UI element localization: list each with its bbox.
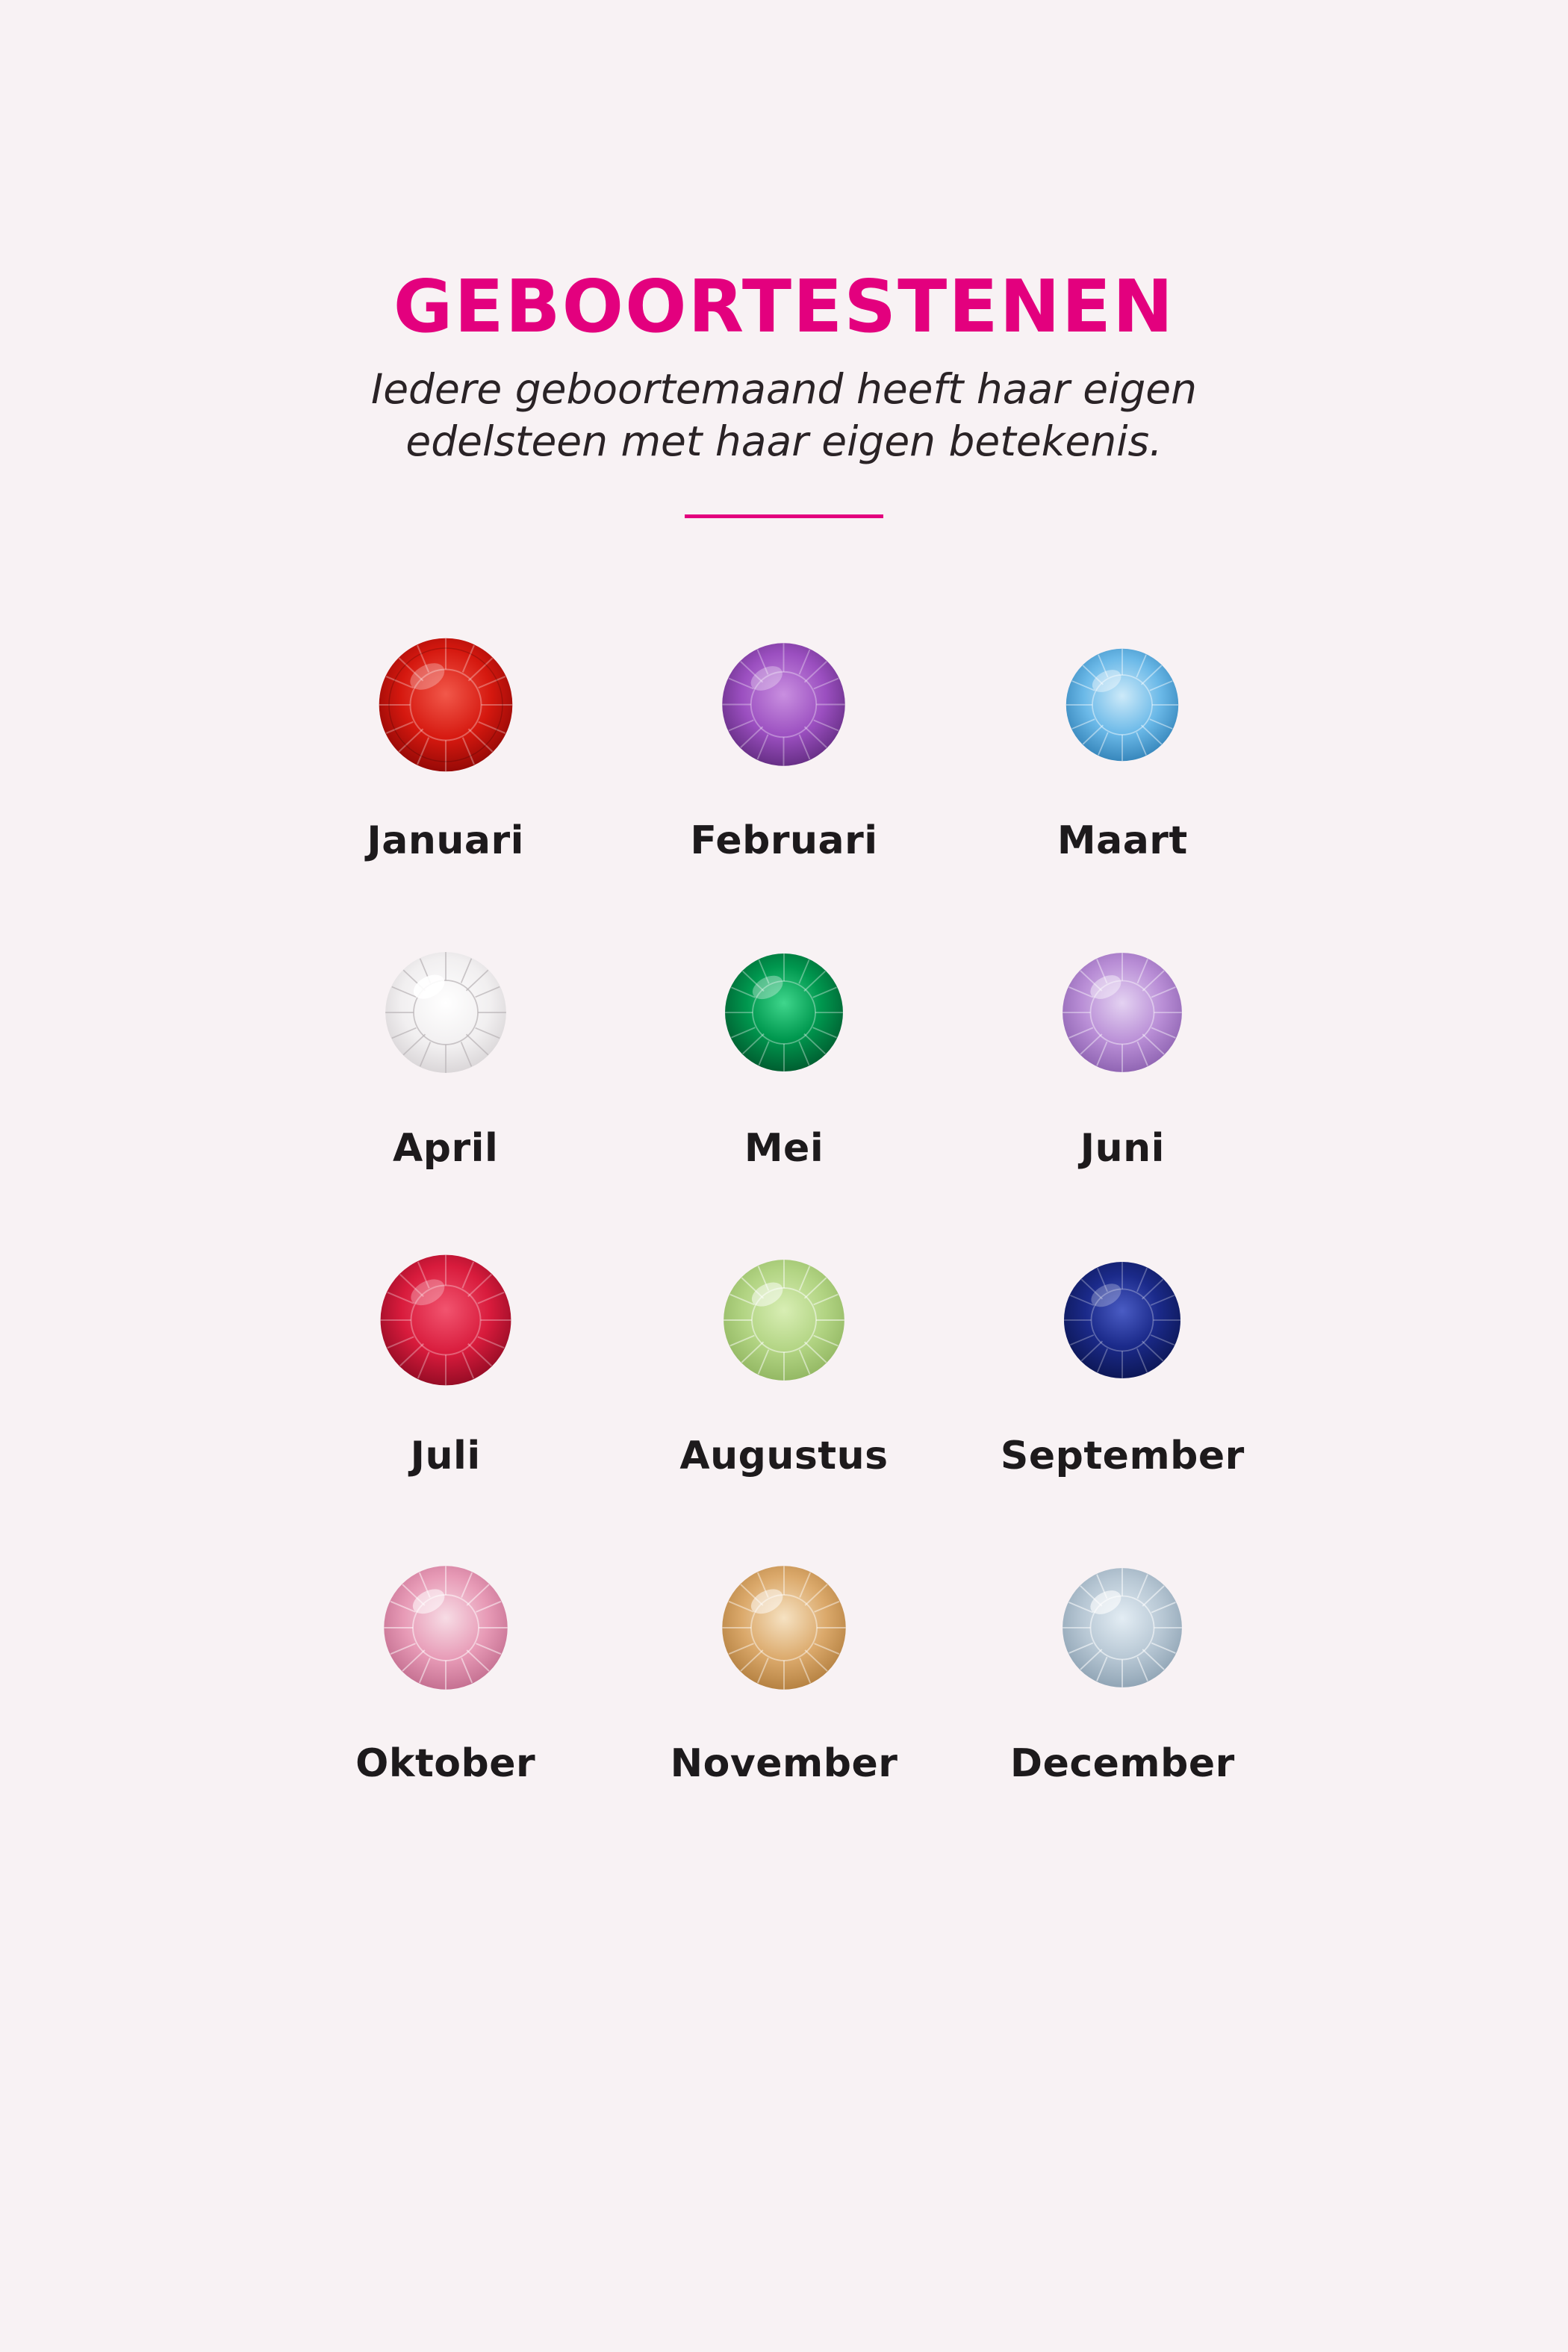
gem-icon-december <box>1048 1553 1197 1702</box>
gem-icon-juli <box>371 1245 520 1395</box>
gem-icon-juni <box>1048 938 1197 1087</box>
birthstone-cell-augustus[interactable] <box>615 1245 953 1478</box>
month-label: April <box>393 1125 499 1171</box>
month-label: September <box>1000 1433 1245 1478</box>
birthstone-cell-januari[interactable] <box>276 630 615 863</box>
gem-icon-januari <box>371 630 520 780</box>
birthstone-cell-december[interactable] <box>953 1553 1292 1786</box>
birthstone-cell-maart[interactable] <box>953 630 1292 863</box>
poster-header <box>0 0 1568 518</box>
birthstone-cell-november[interactable] <box>615 1553 953 1786</box>
month-label: Januari <box>367 818 524 863</box>
gem-icon-oktober <box>371 1553 520 1702</box>
birthstone-cell-juni[interactable] <box>953 938 1292 1171</box>
birthstone-cell-juli[interactable] <box>276 1245 615 1478</box>
page-title: GEBOORTESTENEN <box>393 264 1175 349</box>
month-label: November <box>670 1740 898 1786</box>
birthstone-cell-februari[interactable] <box>615 630 953 863</box>
month-label: Augustus <box>679 1433 889 1478</box>
month-label: Juni <box>1080 1125 1165 1171</box>
gem-icon-april <box>371 938 520 1087</box>
page-subtitle: Iedere geboortemaand heeft haar eigen edelsteen met haar eigen betekenis. <box>371 364 1197 466</box>
gem-icon-september <box>1048 1245 1197 1395</box>
month-label: December <box>1009 1740 1235 1786</box>
month-label: Mei <box>744 1125 824 1171</box>
gem-icon-november <box>709 1553 859 1702</box>
birthstone-cell-april[interactable] <box>276 938 615 1171</box>
month-label: Februari <box>690 818 878 863</box>
divider <box>685 514 883 518</box>
birthstone-cell-september[interactable] <box>953 1245 1292 1478</box>
gem-icon-augustus <box>709 1245 859 1395</box>
gem-icon-mei <box>709 938 859 1087</box>
gem-icon-februari <box>709 630 859 780</box>
birthstone-cell-oktober[interactable] <box>276 1553 615 1786</box>
birthstone-cell-mei[interactable] <box>615 938 953 1171</box>
month-label: Maart <box>1057 818 1188 863</box>
birthstone-grid <box>276 630 1292 1786</box>
gem-icon-maart <box>1048 630 1197 780</box>
month-label: Juli <box>410 1433 481 1478</box>
divider-wrap <box>0 514 1568 518</box>
month-label: Oktober <box>355 1740 536 1786</box>
